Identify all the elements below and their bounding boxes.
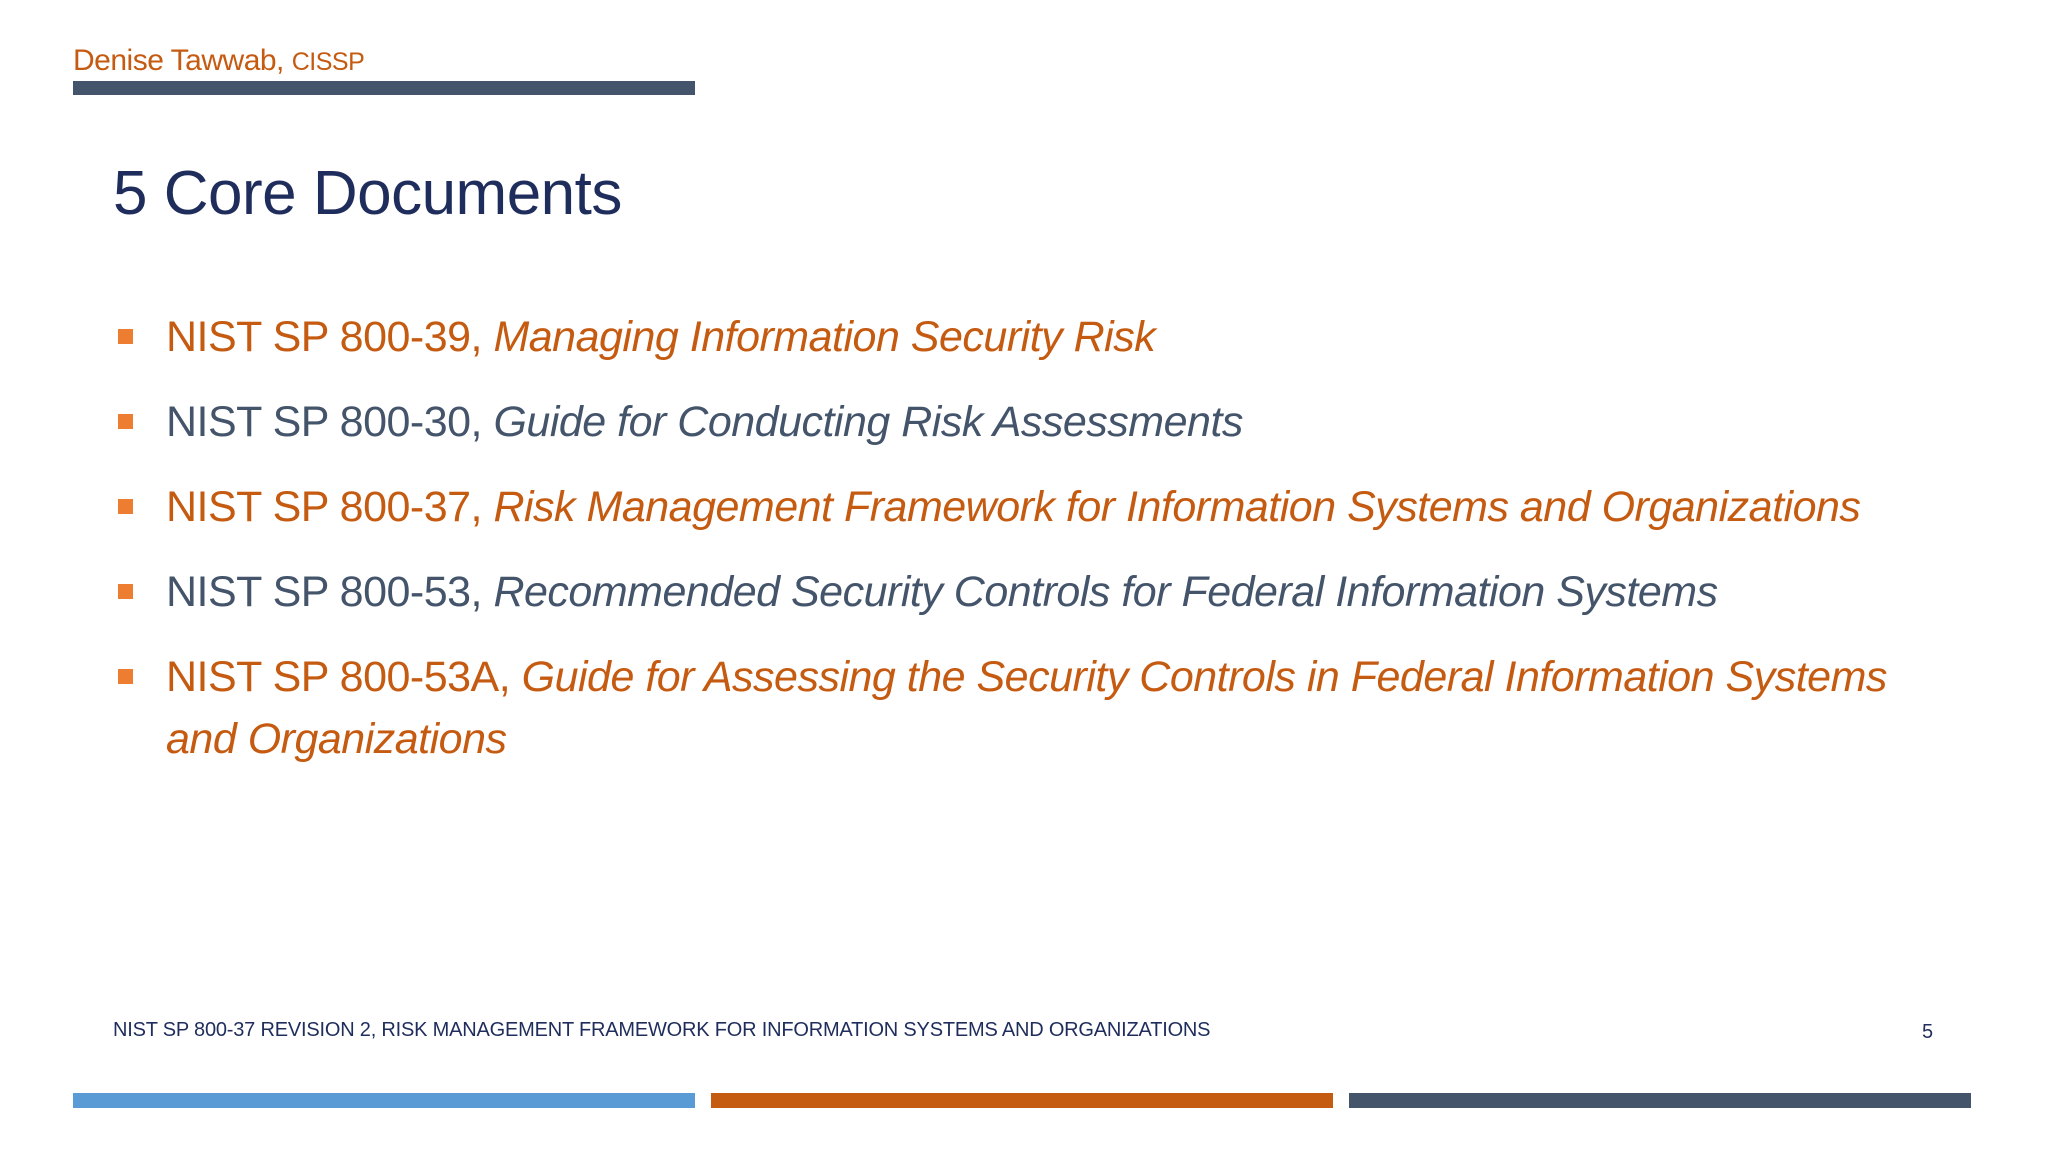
document-title: Recommended Security Controls for Federal Information Systems bbox=[493, 568, 1718, 616]
list-item-sp-800-39 bbox=[118, 306, 1938, 368]
page-number: 5 bbox=[1922, 1021, 1934, 1043]
header-divider bbox=[73, 81, 695, 95]
list-item-sp-800-53 bbox=[118, 561, 1938, 623]
footer-bar-orange bbox=[711, 1093, 1333, 1108]
document-code: NIST SP 800-53, bbox=[166, 568, 482, 616]
document-code: NIST SP 800-53A, bbox=[166, 653, 511, 701]
bullet-square-icon bbox=[118, 584, 133, 599]
list-item-sp-800-30 bbox=[118, 391, 1938, 453]
document-title: Managing Information Security Risk bbox=[493, 313, 1156, 361]
bullet-square-icon bbox=[118, 669, 133, 684]
footer-bar-slate bbox=[1349, 1093, 1971, 1108]
bullet-square-icon bbox=[118, 414, 133, 429]
footer-caption: NIST SP 800-37 REVISION 2, RISK MANAGEMENT FRAMEWORK FOR INFORMATION SYSTEMS AND ORGANIZATIONS bbox=[113, 1019, 1211, 1041]
bullet-square-icon bbox=[118, 499, 133, 514]
document-title: Risk Management Framework for Information Systems and Organizations bbox=[493, 483, 1861, 531]
document-title: Guide for Conducting Risk Assessments bbox=[493, 398, 1243, 446]
author-name-text: Denise Tawwab, bbox=[73, 44, 284, 77]
list-item-sp-800-53a bbox=[118, 646, 1938, 770]
document-code: NIST SP 800-30, bbox=[166, 398, 482, 446]
document-code: NIST SP 800-37, bbox=[166, 483, 482, 531]
author-credential: CISSP bbox=[291, 48, 365, 76]
document-title: Guide for Assessing the Security Controls in Federal Information Systems and Organizations bbox=[166, 653, 1887, 763]
bullet-square-icon bbox=[118, 329, 133, 344]
document-code: NIST SP 800-39, bbox=[166, 313, 482, 361]
document-list bbox=[118, 306, 1938, 793]
author-name bbox=[73, 44, 364, 78]
list-item-sp-800-37 bbox=[118, 476, 1938, 538]
slide-title: 5 Core Documents bbox=[113, 159, 622, 228]
footer-bar-blue bbox=[73, 1093, 695, 1108]
